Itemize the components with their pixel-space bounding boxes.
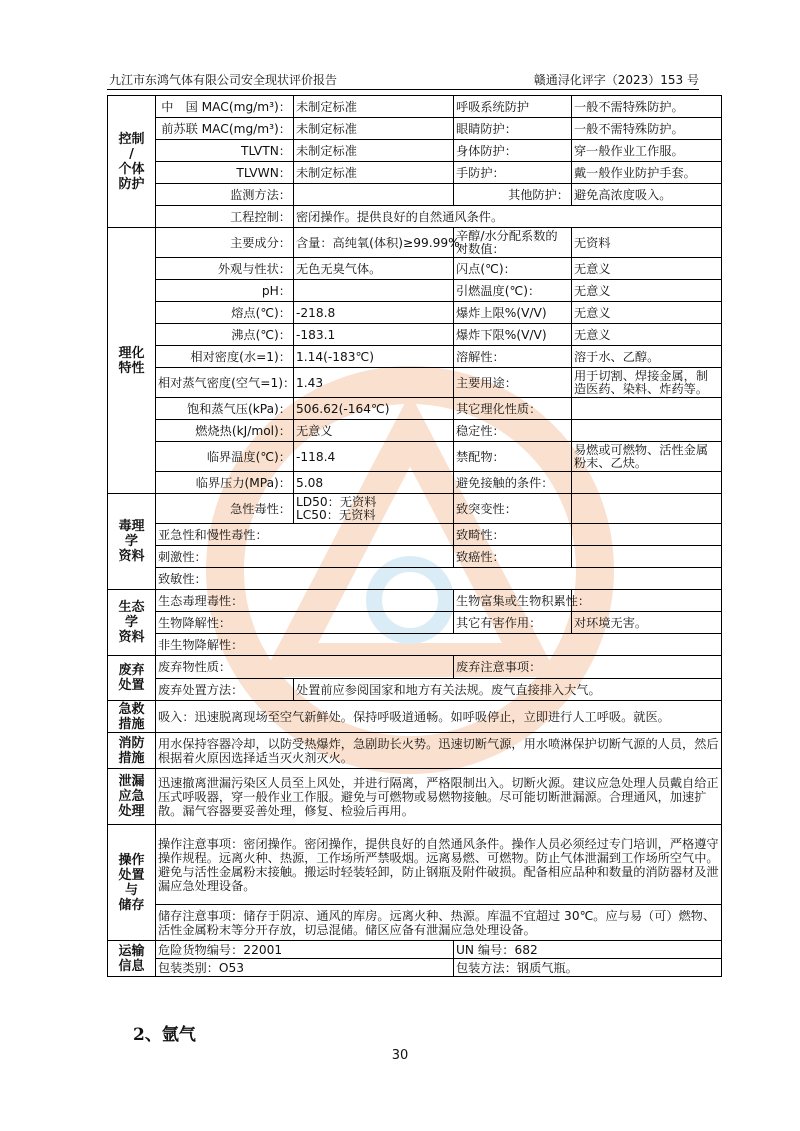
body-protection-label: 身体防护： [454,140,572,162]
ld50-value: LD50：无资料 [296,494,377,509]
section-control-title: 控制 / 个体 防护 [108,96,156,228]
section-handling-title: 操作 处置 与 储存 [108,825,156,941]
china-mac-label: 中 国 MAC(mg/m³)： [156,96,294,118]
physchem-value: 含量：高纯氧(体积)≥99.99%。 [294,228,454,258]
ussr-mac-value: 未制定标准 [294,118,454,140]
packaging-class: 包装类别：O53 [156,959,454,977]
physchem-value: 506.62(-164℃) [294,398,454,420]
other-protection-value: 避免高浓度吸入。 [572,184,722,206]
physchem-label: 爆炸下限%(V/V) [454,324,572,346]
firefighting-text: 用水保持容器冷却，以防受热爆炸，急剧助长火势。迅速切断气源，用水喷淋保护切断气源的人员，然后根据着火原因选择适当灭火剂灭火。 [156,733,722,769]
monitor-method-value [294,184,454,206]
section-disposal-title: 废弃 处置 [108,656,156,701]
leak-response-text: 迅速撤离泄漏污染区人员至上风处，并进行隔离，严格限制出入。切断火源。建议应急处理人员戴自给正压式呼吸器，穿一般作业工作服。避免与可燃物或易燃物接触。尽可能切断泄漏源。合理通风，加速扩散。漏气容器要妥善处理，修复、检验后再用。 [156,769,722,825]
teratogenicity-label: 致畸性： [454,524,572,546]
physchem-value: 1.14(-183℃) [294,346,454,368]
china-mac-value: 未制定标准 [294,96,454,118]
physchem-value: 无意义 [572,324,722,346]
physchem-label: 主要成分： [156,228,294,258]
biodegradability-label: 生物降解性： [156,612,454,634]
monitor-method-label: 监测方法： [156,184,294,206]
engineering-control-label: 工程控制： [156,206,294,228]
physchem-value: 无色无臭气体。 [294,258,454,280]
physchem-label: 溶解性： [454,346,572,368]
irritation-label: 刺激性： [156,546,454,568]
other-harm-label: 其它有害作用： [454,612,572,634]
page-header [107,69,699,90]
physchem-label: 沸点(℃)： [156,324,294,346]
acute-toxicity-value [294,494,454,524]
physchem-label: 燃烧热(kJ/mol)： [156,420,294,442]
mutagenicity-label: 致突变性： [454,494,572,524]
section-physchem-title: 理化 特性 [108,228,156,494]
physchem-value: 无意义 [294,420,454,442]
physchem-value [572,420,722,442]
physchem-value [294,280,454,302]
physchem-value: -118.4 [294,442,454,472]
carcinogenicity-label: 致癌性： [454,546,572,568]
un-number: UN 编号：682 [454,941,722,959]
tlvtn-label: TLVTN： [156,140,294,162]
msds-table [107,95,722,977]
packaging-method: 包装方法：钢质气瓶。 [454,959,722,977]
document-number: 赣通浔化评字（2023）153 号 [533,73,699,87]
physchem-value [572,398,722,420]
company-report-title: 九江市东鸿气体有限公司安全现状评价报告 [109,73,338,87]
ussr-mac-label: 前苏联 MAC(mg/m³)： [156,118,294,140]
section-toxicity-title: 毒理 学 资料 [108,494,156,590]
physchem-value [572,472,722,494]
physchem-label: 其它理化性质： [454,398,572,420]
section-transport-title: 运输 信息 [108,941,156,977]
hand-protection-label: 手防护： [454,162,572,184]
disposal-method-value: 处置前应参阅国家和地方有关法规。废气直接排入大气。 [294,679,722,701]
physchem-label: pH： [156,280,294,302]
subacute-toxicity-label: 亚急性和慢性毒性： [156,524,454,546]
engineering-control-value: 密闭操作。提供良好的自然通风条件。 [294,206,722,228]
disposal-method-label: 废弃处置方法： [156,679,294,701]
tlvwn-value: 未制定标准 [294,162,454,184]
teratogenicity-value [572,524,722,546]
tlvwn-label: TLVWN： [156,162,294,184]
other-protection-label: 其他防护： [454,184,572,206]
section-leak-title: 泄漏 应急 处理 [108,769,156,825]
section-ecology-title: 生态 学 资料 [108,590,156,656]
eye-protection-value: 一般不需特殊防护。 [572,118,722,140]
physchem-label: 熔点(℃)： [156,302,294,324]
physchem-value: 无意义 [572,302,722,324]
physchem-value: 溶于水、乙醇。 [572,346,722,368]
physchem-value: -183.1 [294,324,454,346]
physchem-value: 1.43 [294,368,454,398]
next-section-heading: 2、氩气 [133,1025,196,1045]
physchem-value: 5.08 [294,472,454,494]
physchem-label: 临界温度(℃)： [156,442,294,472]
carcinogenicity-value [572,546,722,568]
physchem-value: 无意义 [572,280,722,302]
physchem-label: 外观与性状： [156,258,294,280]
sensitization-label: 致敏性： [156,568,722,590]
mutagenicity-value [572,494,722,524]
physchem-label: 主要用途： [454,368,572,398]
physchem-value: 无资料 [572,228,722,258]
physchem-value: 用于切割、焊接金属，制造医药、染料、炸药等。 [572,368,722,398]
handling-operation-text: 操作注意事项：密闭操作。密闭操作，提供良好的自然通风条件。操作人员必须经过专门培训，严格遵守操作规程。远离火种、热源，工作场所严禁吸烟。远离易燃、可燃物。防止气体泄漏到工作场所空气中。避免与活性金属粉末接触。搬运时轻装轻卸，防止钢瓶及附件破损。配备相应品种和数量的消防器材及泄漏应急处理设备。 [156,825,722,905]
physchem-label: 爆炸上限%(V/V) [454,302,572,324]
firstaid-text: 吸入：迅速脱离现场至空气新鲜处。保持呼吸道通畅。如呼吸停止，立即进行人工呼吸。就医。 [156,701,722,733]
physchem-value: 易燃或可燃物、活性金属粉末、乙炔。 [572,442,722,472]
acute-toxicity-label: 急性毒性： [156,494,294,524]
physchem-value: -218.8 [294,302,454,324]
physchem-label: 临界压力(MPa)： [156,472,294,494]
non-biodegradability-label: 非生物降解性： [156,634,722,656]
waste-notes-label: 废弃注意事项： [454,656,722,679]
other-harm-value: 对环境无害。 [572,612,722,634]
body-protection-value: 穿一般作业工作服。 [572,140,722,162]
bioaccumulation-label: 生物富集或生物积累性： [454,590,572,612]
eye-protection-label: 眼睛防护： [454,118,572,140]
physchem-label: 相对密度(水=1)： [156,346,294,368]
physchem-label: 闪点(℃)： [454,258,572,280]
hand-protection-value: 戴一般作业防护手套。 [572,162,722,184]
section-firstaid-title: 急救 措施 [108,701,156,733]
dangerous-goods-number: 危险货物编号：22001 [156,941,454,959]
lc50-value: LC50：无资料 [296,507,376,522]
tlvtn-value: 未制定标准 [294,140,454,162]
physchem-value: 无意义 [572,258,722,280]
page-number: 30 [391,1048,409,1063]
handling-storage-text: 储存注意事项：储存于阴凉、通风的库房。远离火种、热源。库温不宜超过 30℃。应与易（可）燃物、活性金属粉末等分开存放，切忌混储。储区应备有泄漏应急处理设备。 [156,905,722,941]
physchem-label: 稳定性： [454,420,572,442]
waste-nature-label: 废弃物性质： [156,656,454,679]
physchem-label: 禁配物： [454,442,572,472]
physchem-label: 饱和蒸气压(kPa)： [156,398,294,420]
physchem-label: 辛醇/水分配系数的对数值： [454,228,572,258]
bioaccumulation-value [572,590,722,612]
physchem-label: 避免接触的条件： [454,472,572,494]
ecotoxicity-label: 生态毒理毒性： [156,590,454,612]
physchem-label: 引燃温度(℃)： [454,280,572,302]
respiratory-protection-label: 呼吸系统防护 [454,96,572,118]
physchem-label: 相对蒸气密度(空气=1)： [156,368,294,398]
respiratory-protection-value: 一般不需特殊防护。 [572,96,722,118]
section-firefighting-title: 消防 措施 [108,733,156,769]
